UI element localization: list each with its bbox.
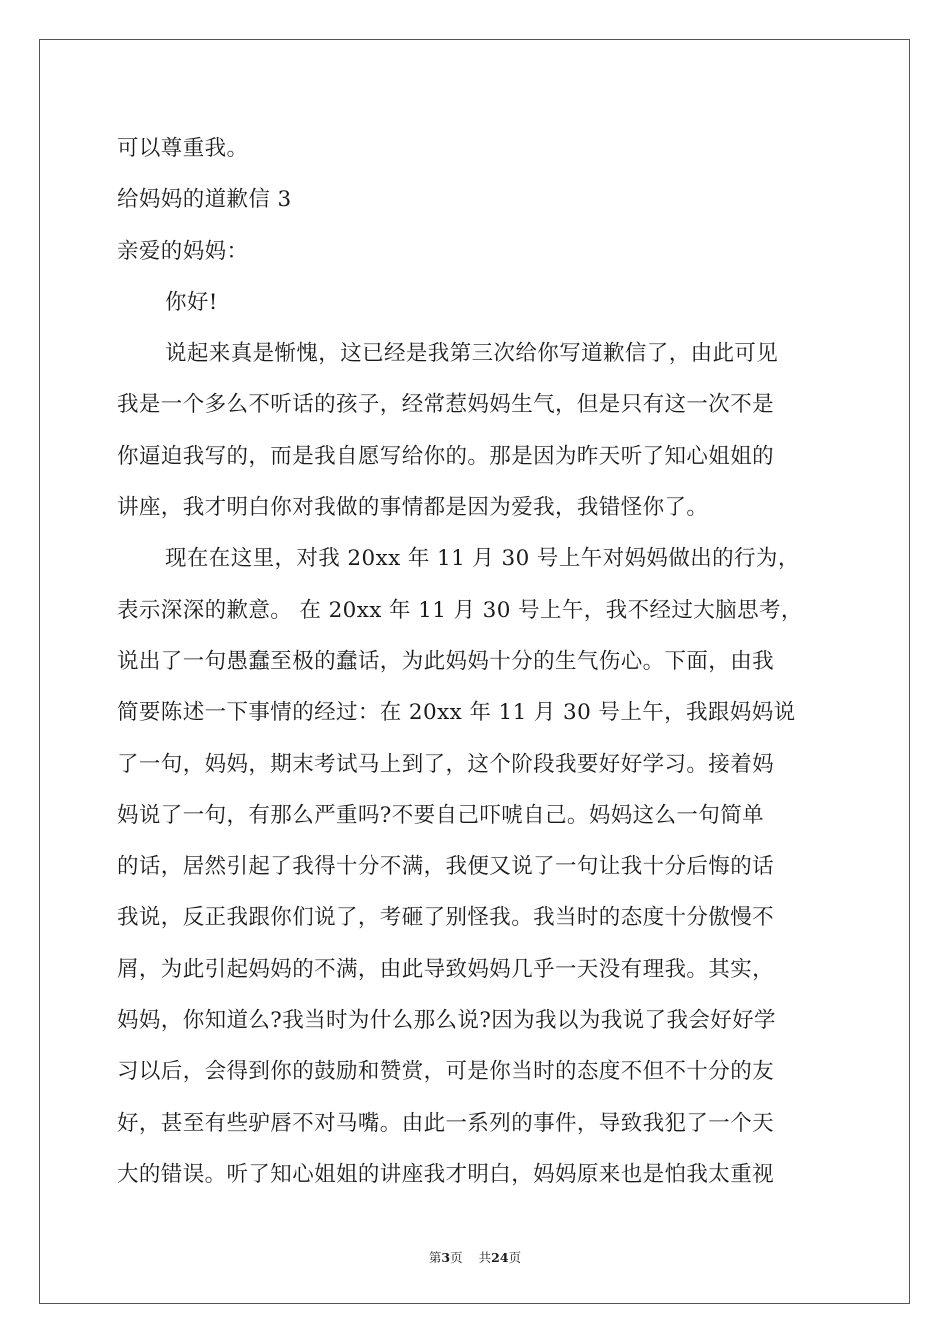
text-line: 妈说了一句，有那么严重吗?不要自己吓唬自己。妈妈这么一句简单 bbox=[117, 802, 765, 828]
text-line: 妈妈，你知道么?我当时为什么那么说?因为我以为我说了我会好好学 bbox=[117, 1008, 776, 1034]
current-page-number: 3 bbox=[441, 1250, 451, 1265]
text-line: 了一句，妈妈，期末考试马上到了，这个阶段我要好好学习。接着妈 bbox=[117, 751, 775, 777]
total-pages-number: 24 bbox=[491, 1250, 509, 1265]
text-line: 可以尊重我。 bbox=[117, 136, 249, 161]
text-line: 简要陈述一下事情的经过：在 20xx 年 11 月 30 号上午，我跟妈妈说 bbox=[117, 700, 796, 726]
letter-title: 给妈妈的道歉信 3 bbox=[117, 187, 292, 213]
total-unit: 页 bbox=[508, 1250, 522, 1265]
text-line: 说出了一句愚蠢至极的蠢话，为此妈妈十分的生气伤心。下面，由我 bbox=[117, 648, 775, 674]
text-line: 你逼迫我写的，而是我自愿写给你的。那是因为昨天听了知心姐姐的 bbox=[117, 443, 775, 469]
text-line: 现在在这里，对我 20xx 年 11 月 30 号上午对妈妈做出的行为， bbox=[165, 546, 800, 572]
text-line: 的话，居然引起了我得十分不满，我便又说了一句让我十分后悔的话 bbox=[117, 854, 775, 880]
letter-greeting: 你好! bbox=[165, 289, 218, 315]
text-line: 大的错误。听了知心姐姐的讲座我才明白，妈妈原来也是怕我太重视 bbox=[117, 1161, 775, 1187]
text-line: 讲座，我才明白你对我做的事情都是因为爱我，我错怪你了。 bbox=[117, 495, 709, 521]
text-line: 说起来真是惭愧，这已经是我第三次给你写道歉信了，由此可见 bbox=[165, 341, 779, 367]
page-footer bbox=[0, 1248, 950, 1266]
text-line: 表示深深的歉意。 在 20xx 年 11 月 30 号上午，我不经过大脑思考， bbox=[117, 597, 803, 623]
text-line: 我是一个多么不听话的孩子，经常惹妈妈生气，但是只有这一次不是 bbox=[117, 392, 775, 418]
text-line: 习以后，会得到你的鼓励和赞赏，可是你当时的态度不但不十分的友 bbox=[117, 1059, 775, 1085]
total-prefix: 共 bbox=[478, 1250, 492, 1265]
page-prefix: 第 bbox=[428, 1250, 442, 1265]
text-line: 我说，反正我跟你们说了，考砸了别怪我。我当时的态度十分傲慢不 bbox=[117, 905, 775, 931]
page-unit: 页 bbox=[450, 1250, 463, 1265]
text-line: 屑，为此引起妈妈的不满，由此导致妈妈几乎一天没有理我。其实， bbox=[117, 956, 775, 982]
document-body bbox=[117, 128, 837, 1205]
letter-salutation: 亲爱的妈妈： bbox=[117, 238, 249, 264]
text-line: 好，甚至有些驴唇不对马嘴。由此一系列的事件，导致我犯了一个天 bbox=[117, 1110, 775, 1136]
